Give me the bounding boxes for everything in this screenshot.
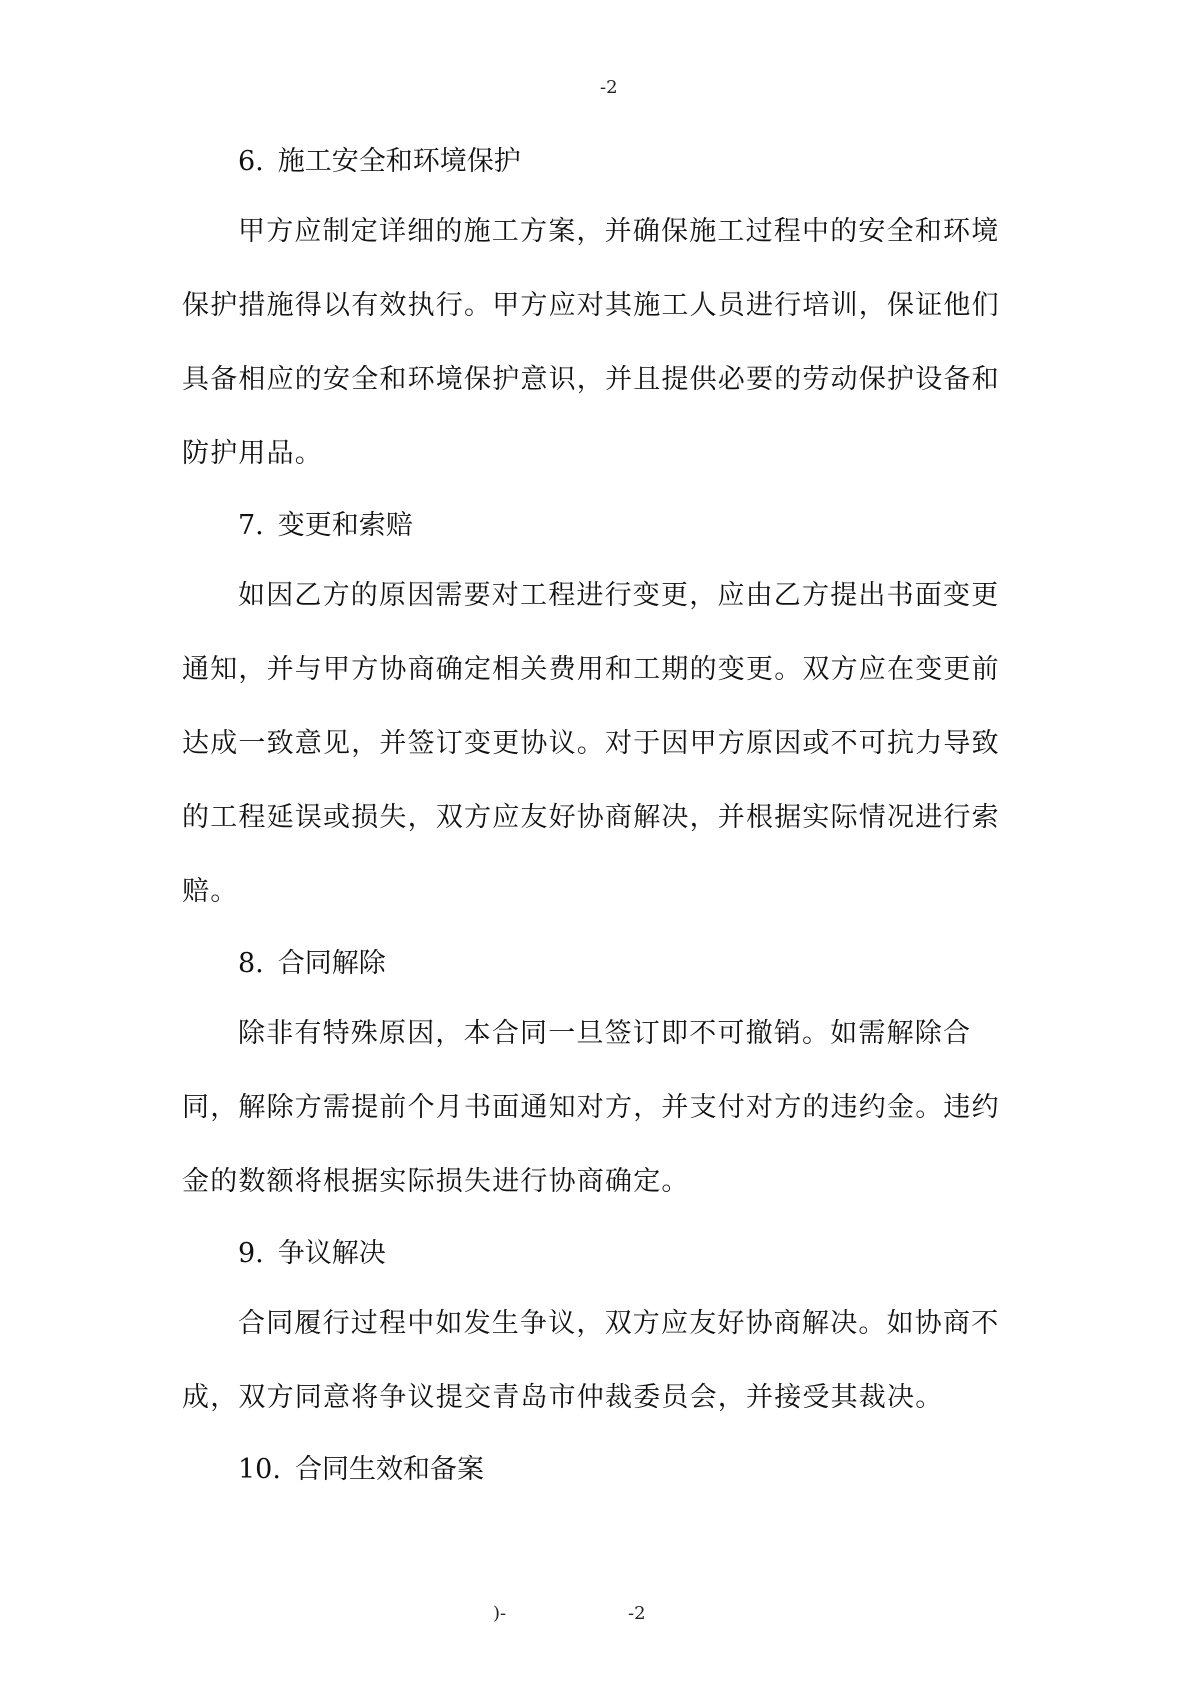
section-number: 9.	[238, 1238, 264, 1269]
section-paragraph-7	[182, 574, 1000, 914]
section-number: 8.	[238, 948, 264, 979]
paragraph-line: 如因乙方的原因需要对工程进行变更，应由乙方提出书面变更	[238, 580, 1000, 611]
footer-right-text: -2	[628, 1603, 646, 1624]
paragraph-line: 具备相应的安全和环境保护意识，并且提供必要的劳动保护设备和	[182, 364, 1000, 395]
paragraph-line: 达成一致意见，并签订变更协议。对于因甲方原因或不可抗力导致	[182, 728, 1000, 759]
paragraph-line: 同，解除方需提前个月书面通知对方，并支付对方的违约金。违约	[182, 1092, 1000, 1123]
section-title: 变更和索赔	[277, 510, 413, 541]
section-title: 施工安全和环境保护	[277, 146, 521, 177]
paragraph-line: 防护用品。	[182, 438, 323, 469]
section-number: 10.	[238, 1454, 281, 1485]
footer-page-number	[493, 1602, 646, 1626]
section-heading-7	[182, 504, 1000, 548]
section-heading-10	[182, 1448, 1000, 1492]
paragraph-line: 除非有特殊原因，本合同一旦签订即不可撤销。如需解除合	[238, 1018, 972, 1049]
paragraph-line: 成，双方同意将争议提交青岛市仲裁委员会，并接受其裁决。	[182, 1382, 944, 1413]
paragraph-line: 金的数额将根据实际损失进行协商确定。	[182, 1166, 690, 1197]
document-body	[182, 140, 1000, 1518]
section-heading-9	[182, 1232, 1000, 1276]
header-page-number: -2	[600, 77, 618, 98]
paragraph-line: 的工程延误或损失，双方应友好协商解决，并根据实际情况进行索	[182, 802, 1000, 833]
section-title: 合同解除	[277, 948, 386, 979]
section-number: 6.	[238, 146, 264, 177]
paragraph-line: 甲方应制定详细的施工方案，并确保施工过程中的安全和环境	[238, 216, 1000, 247]
section-title: 争议解决	[277, 1238, 386, 1269]
section-heading-8	[182, 942, 1000, 986]
section-paragraph-9	[182, 1302, 1000, 1420]
paragraph-line: 赔。	[182, 876, 239, 907]
paragraph-line: 通知，并与甲方协商确定相关费用和工期的变更。双方应在变更前	[182, 654, 1000, 685]
paragraph-line: 合同履行过程中如发生争议，双方应友好协商解决。如协商不	[238, 1308, 1000, 1339]
section-number: 7.	[238, 510, 264, 541]
footer-left-text: )-	[493, 1603, 507, 1624]
paragraph-line: 保护措施得以有效执行。甲方应对其施工人员进行培训，保证他们	[182, 290, 1000, 321]
section-title: 合同生效和备案	[294, 1454, 484, 1485]
section-heading-6	[182, 140, 1000, 184]
section-paragraph-8	[182, 1012, 1000, 1204]
section-paragraph-6	[182, 210, 1000, 476]
